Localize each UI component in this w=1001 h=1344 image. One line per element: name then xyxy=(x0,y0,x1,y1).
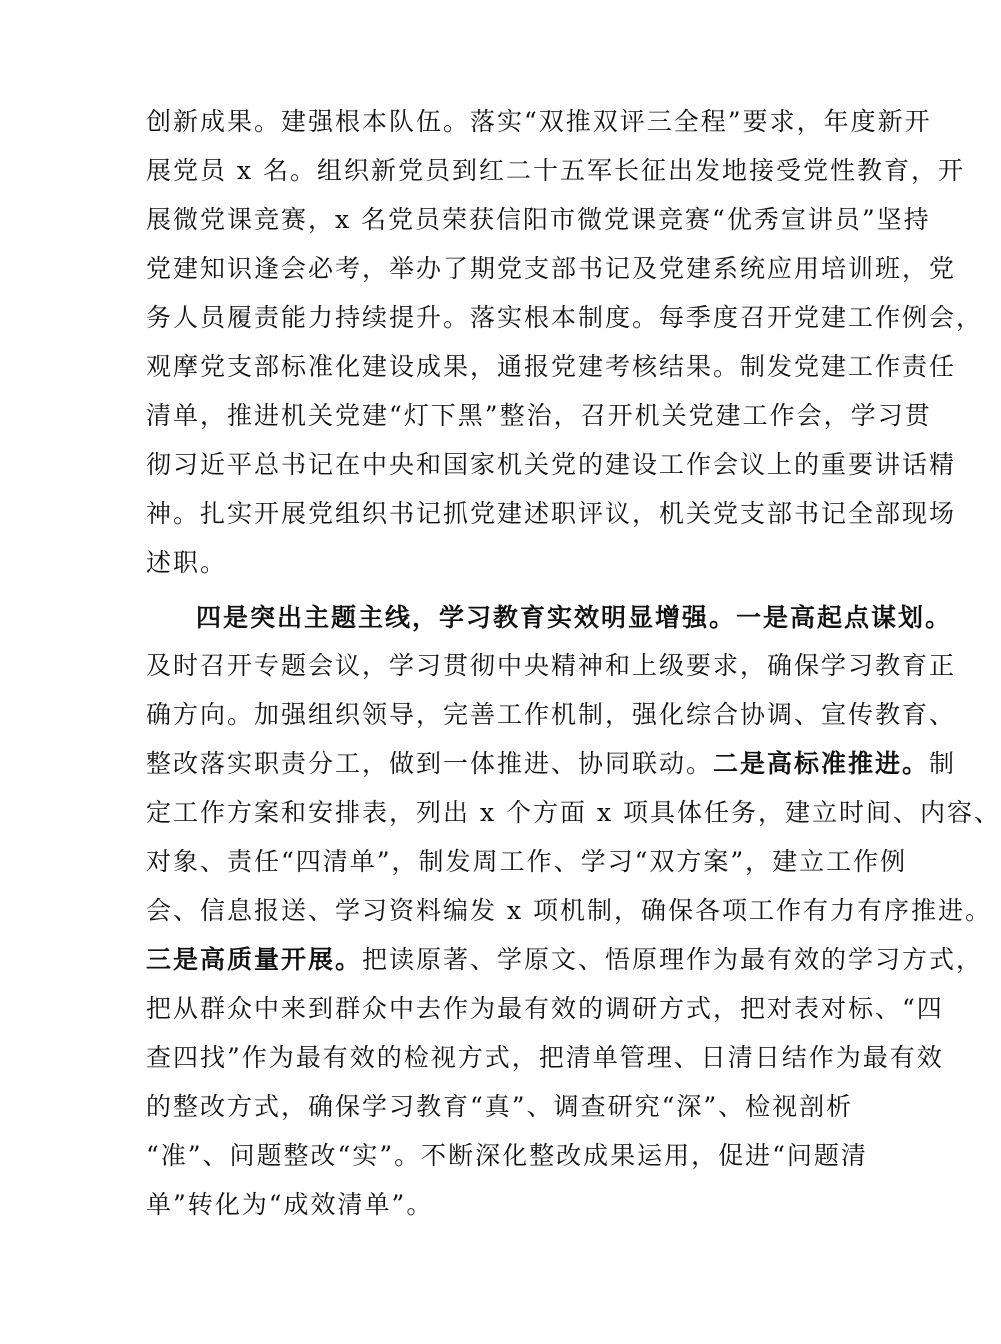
text-line: 整改落实职责分工，做到一体推进、协同联动。二是高标准推进。制 xyxy=(146,749,957,778)
text-line: 神。扎实开展党组织书记抓党建述职评议，机关党支部书记全部现场 xyxy=(146,499,957,528)
text-line: 清单，推进机关党建“灯下黑”整治，召开机关党建工作会，学习贯 xyxy=(146,401,932,430)
text-line: 观摩党支部标准化建设成果，通报党建考核结果。制发党建工作责任 xyxy=(146,352,957,381)
text-line: 单”转化为“成效清单”。 xyxy=(146,1190,434,1219)
text-line: “准”、问题整改“实”。不断深化整改成果运用，促进“问题清 xyxy=(146,1141,868,1170)
text-line: 的整改方式，确保学习教育“真”、调查研究“深”、检视剖析 xyxy=(146,1092,854,1121)
text-line: 创新成果。建强根本队伍。落实“双推双评三全程”要求，年度新开 xyxy=(146,107,932,136)
text-line: 对象、责任“四清单”，制发周工作、学习“双方案”，建立工作例 xyxy=(146,847,908,876)
text-line: 把从群众中来到群众中去作为最有效的调研方式，把对表对标、“四 xyxy=(146,994,944,1023)
text-line: 查四找”作为最有效的检视方式，把清单管理、日清日结作为最有效 xyxy=(146,1043,944,1072)
subheading-inline: 二是高标准推进。 xyxy=(713,749,930,778)
text-line: 确方向。加强组织领导，完善工作机制，强化综合协调、宣传教育、 xyxy=(146,700,957,729)
text-line: 展微党课竞赛，x 名党员荣获信阳市微党课竞赛“优秀宣讲员”坚持 xyxy=(146,205,931,234)
text-line: 三是高质量开展。把读原著、学原文、悟原理作为最有效的学习方式， xyxy=(146,945,984,974)
text-line: 述职。 xyxy=(146,548,228,577)
text-line: 党建知识逢会必考，举办了期党支部书记及党建系统应用培训班，党 xyxy=(146,254,957,283)
text-line: 务人员履责能力持续提升。落实根本制度。每季度召开党建工作例会， xyxy=(146,303,984,332)
text-line: 会、信息报送、学习资料编发 x 项机制，确保各项工作有力有序推进。 xyxy=(146,896,992,925)
text-line: 及时召开专题会议，学习贯彻中央精神和上级要求，确保学习教育正 xyxy=(146,651,957,680)
text-line: 定工作方案和安排表，列出 x 个方面 x 项具体任务，建立时间、内容、 xyxy=(146,798,1001,827)
subheading-inline: 三是高质量开展。 xyxy=(146,945,363,974)
section-heading: 四是突出主题主线，学习教育实效明显增强。一是高起点谋划。 xyxy=(196,603,953,632)
text-line: 彻习近平总书记在中央和国家机关党的建设工作会议上的重要讲话精 xyxy=(146,450,957,479)
text-line: 展党员 x 名。组织新党员到红二十五军长征出发地接受党性教育，开 xyxy=(146,156,965,185)
